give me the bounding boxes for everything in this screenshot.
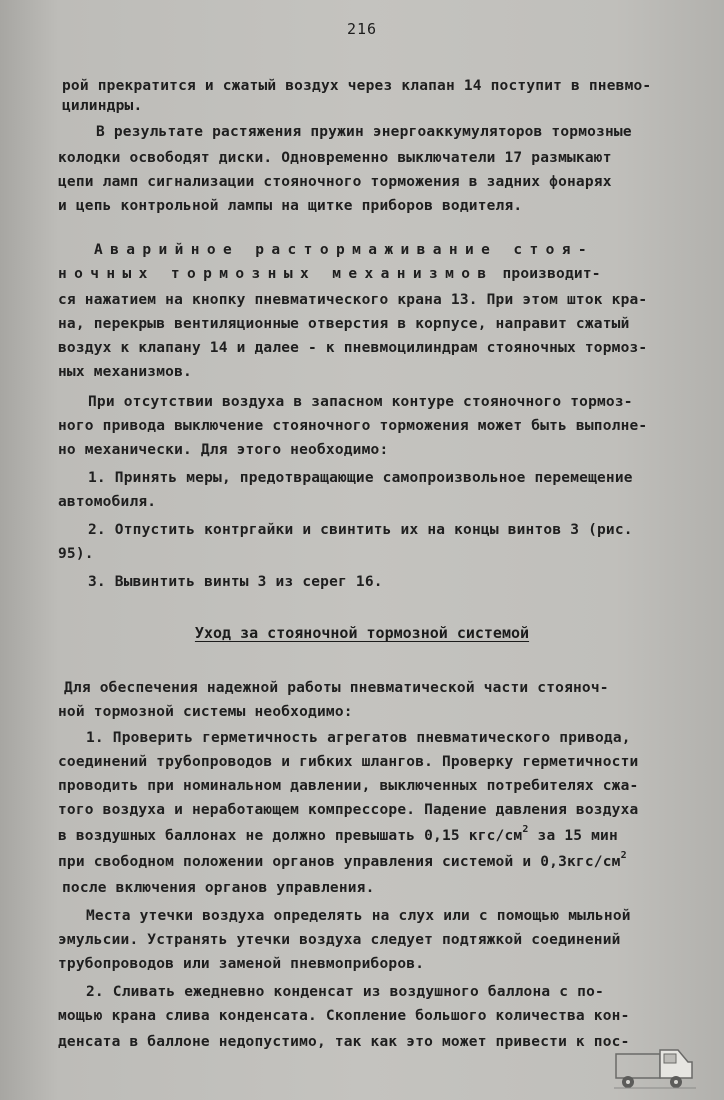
text-line: на, перекрыв вентиляционные отверстия в корпусе, направит сжатый: [58, 316, 630, 332]
text-line: трубопроводов или заменой пневмоприборов.: [58, 956, 425, 972]
text-line: Места утечки воздуха определять на слух или с помощью мыльной: [86, 908, 631, 924]
text-fragment: в воздушных баллонах не должно превышать 0,15 кгс/см: [58, 828, 523, 844]
text-line: мощью крана слива конденсата. Скопление большого количества кон-: [58, 1008, 630, 1024]
text-fragment: при свободном положении органов управления системой и 0,3кгс/см: [58, 854, 621, 870]
text-line: но механически. Для этого необходимо:: [58, 442, 389, 458]
text-line: [58, 266, 601, 282]
text-line: ся нажатием на кнопку пневматического крана 13. При этом шток кра-: [58, 292, 648, 308]
spaced-emphasis-text: ночных тормозных механизмов: [58, 266, 494, 282]
text-line: При отсутствии воздуха в запасном контуре стояночного тормоз-: [88, 394, 633, 410]
text-line: рой прекратится и сжатый воздух через клапан 14 поступит в пневмо-: [62, 78, 652, 94]
text-line: после включения органов управления.: [62, 880, 375, 896]
text-line: [58, 850, 627, 870]
text-line: цепи ламп сигнализации стояночного торможения в задних фонарях: [58, 174, 612, 190]
truck-icon: [612, 1040, 698, 1094]
text-line: цилиндры.: [62, 98, 143, 114]
list-item-line: 2. Сливать ежедневно конденсат из воздушного баллона с по-: [86, 984, 604, 1000]
list-item-line: 1. Проверить герметичность агрегатов пневматического привода,: [86, 730, 631, 746]
page-number: 216: [346, 20, 378, 38]
section-heading-text: Уход за стояночной тормозной системой: [194, 624, 530, 642]
text-line: денсата в баллоне недопустимо, так как это может привести к пос-: [58, 1034, 630, 1050]
text-fragment: производит-: [502, 266, 601, 282]
text-line: воздух к клапану 14 и далее - к пневмоцилиндрам стояночных тормоз-: [58, 340, 648, 356]
text-line: [58, 824, 618, 844]
text-line: и цепь контрольной лампы на щитке приборов водителя.: [58, 198, 523, 214]
text-line: колодки освободят диски. Одновременно выключатели 17 размыкают: [58, 150, 612, 166]
text-fragment: за 15 мин: [528, 828, 618, 844]
text-line: проводить при номинальном давлении, выключенных потребителях сжа-: [58, 778, 639, 794]
list-item-line: 1. Принять меры, предотвращающие самопроизвольное перемещение: [88, 470, 633, 486]
list-item-line: автомобиля.: [58, 494, 157, 510]
superscript: 2: [620, 850, 627, 861]
text-line: ных механизмов.: [58, 364, 192, 380]
superscript: 2: [522, 824, 529, 835]
list-item-line: 3. Вывинтить винты 3 из серег 16.: [88, 574, 383, 590]
text-line: того воздуха и неработающем компрессоре. Падение давления воздуха: [58, 802, 639, 818]
list-item-line: 2. Отпустить контргайки и свинтить их на концы винтов 3 (рис.: [88, 522, 633, 538]
text-line: соединений трубопроводов и гибких шлангов. Проверку герметичности: [58, 754, 639, 770]
text-line: эмульсии. Устранять утечки воздуха следует подтяжкой соединений: [58, 932, 621, 948]
list-item-line: 95).: [58, 546, 94, 562]
text-line: ного привода выключение стояночного торможения может быть выполне-: [58, 418, 648, 434]
text-line: В результате растяжения пружин энергоаккумуляторов тормозные: [96, 124, 632, 140]
spaced-emphasis-line: Аварийное растормаживание стоя-: [94, 242, 595, 258]
section-heading: [0, 624, 724, 642]
text-line: ной тормозной системы необходимо:: [58, 704, 353, 720]
text-line: Для обеспечения надежной работы пневматической части стояноч-: [64, 680, 609, 696]
